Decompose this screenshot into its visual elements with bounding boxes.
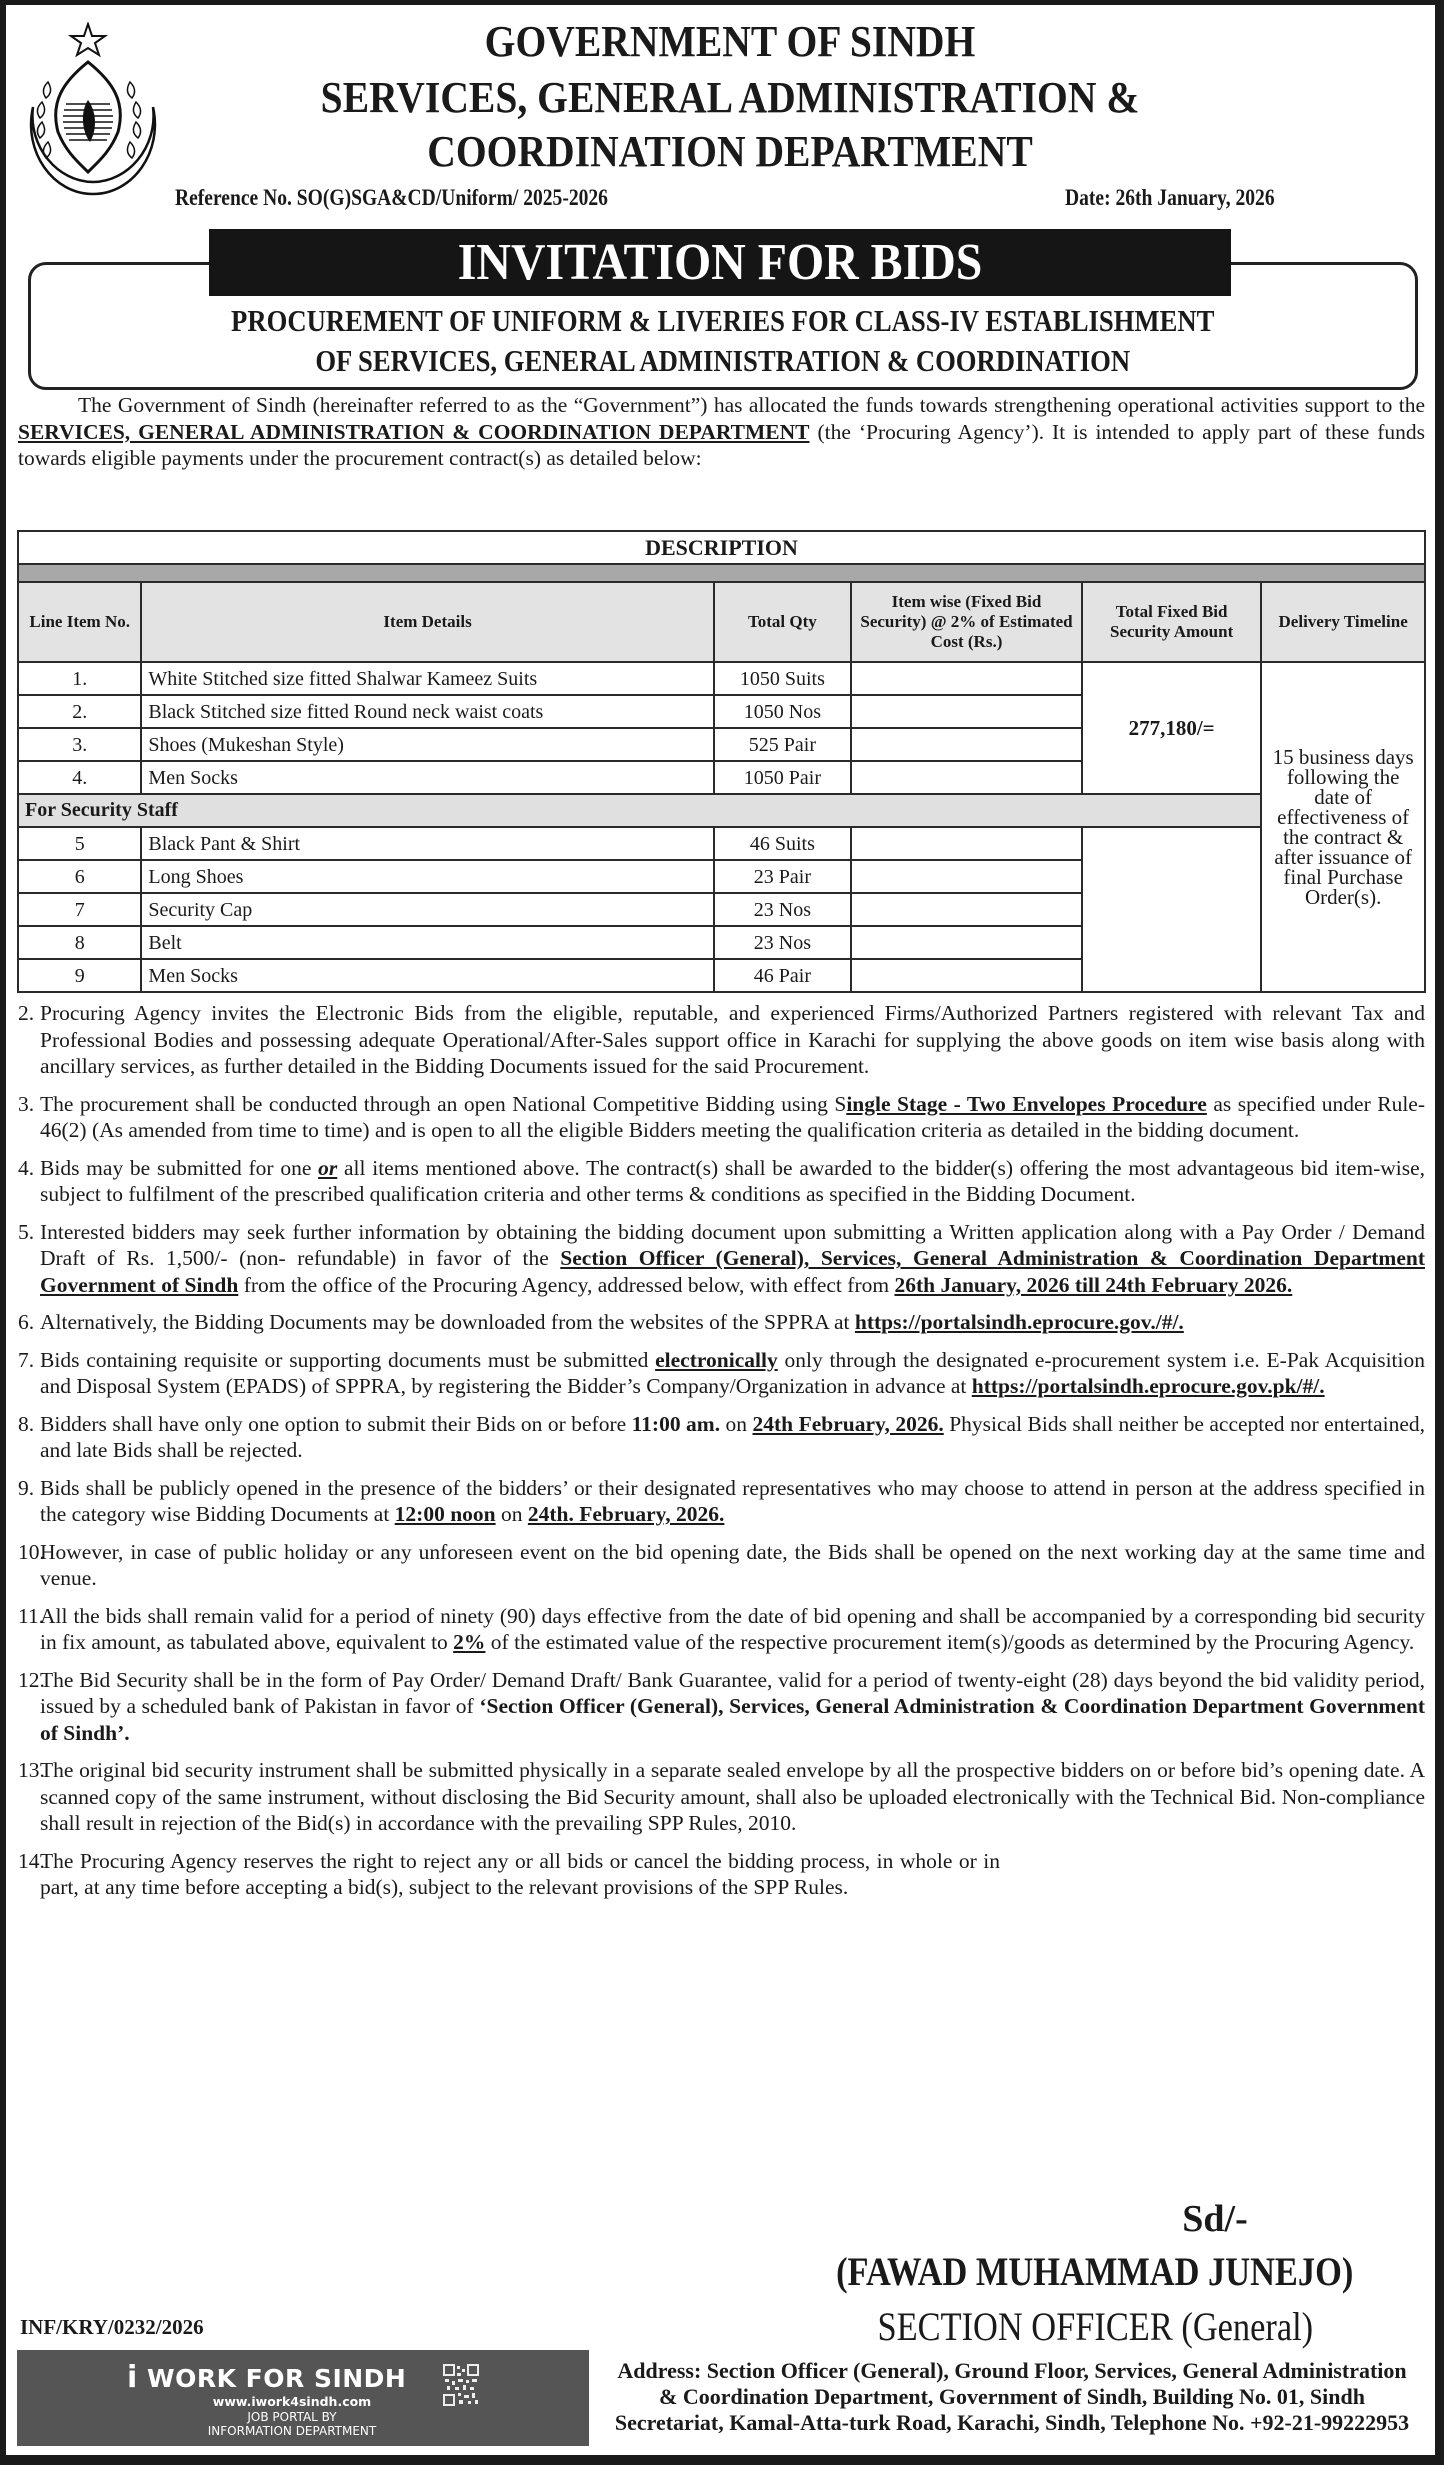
grey-band-cell [18, 564, 1425, 582]
clause-number: 5. [18, 1219, 35, 1244]
clause-number: 13. [18, 1758, 45, 1782]
clause-text: as specified under Rule-46(2) (As amended from time to time) and is open to all the eligible Bidders meeting the qualification criteria as detailed in the bidding document. [40, 1091, 1426, 1142]
iwork-for-sindh-banner [17, 2350, 589, 2446]
cell-total-security-empty [1082, 827, 1261, 992]
cell-line-no: 7 [18, 893, 141, 926]
security-staff-label: For Security Staff [18, 794, 1261, 827]
clause-text: Physical Bids shall neither be accepted nor entertained, and late Bids shall be rejected. [40, 1411, 1426, 1462]
cell-qty: 23 Pair [714, 860, 851, 893]
or-emphasis: or [318, 1155, 338, 1180]
cell-item-details: Men Socks [141, 761, 713, 794]
clause-number: 3. [18, 1091, 35, 1116]
cell-item-details: Men Socks [141, 959, 713, 992]
security-staff-section-row [18, 794, 1425, 827]
clause-number: 8. [18, 1411, 35, 1436]
bid-items-table [17, 530, 1426, 993]
notice-date: Date: 26th January, 2026 [1065, 185, 1275, 210]
clause-text: Procuring Agency invites the Electronic Bids from the eligible, reputable, and experienced Firms/Authorized Partners registered with relevant Tax and Professional Bodies and possessing adequate Operational/After-Sales support office in Karachi for supplying the above goods on item wise basis along with ancillary services, as further detailed in the Bidding Documents issued for the said Procurement. [40, 1001, 1425, 1078]
clause-10 [18, 1539, 1425, 1592]
cell-item-wise-security [851, 761, 1082, 794]
clause-text: all items mentioned above. The contract(s) shall be awarded to the bidder(s) offering the most advantageous bid item-wise, subject to fulfilment of the prescribed qualification criteria and other terms & conditions as specified in the Bidding Document. [40, 1155, 1426, 1206]
header-delivery-timeline: Delivery Timeline [1261, 582, 1425, 662]
cell-qty: 1050 Pair [714, 761, 851, 794]
cell-item-wise-security [851, 662, 1082, 695]
clause-text: from the office of the Procuring Agency, addressed below, with effect from [238, 1272, 895, 1297]
cell-line-no: 1. [18, 662, 141, 695]
portal-line2: INFORMATION DEPARTMENT [207, 2424, 377, 2438]
clause-text: on [495, 1502, 528, 1526]
header-item-wise-security: Item wise (Fixed Bid Security) @ 2% of Estimated Cost (Rs.) [851, 582, 1082, 662]
intro-paragraph [18, 392, 1425, 472]
cell-item-details: Security Cap [141, 893, 713, 926]
cell-line-no: 8 [18, 926, 141, 959]
intro-department: SERVICES, GENERAL ADMINISTRATION & COORDINATION DEPARTMENT [18, 419, 810, 444]
signatory-name [755, 2248, 1435, 2295]
clause-text: Alternatively, the Bidding Documents may be downloaded from the websites of the SPPRA at [40, 1310, 855, 1334]
cell-line-no: 4. [18, 761, 141, 794]
cell-item-details: Black Stitched size fitted Round neck waist coats [141, 695, 713, 728]
cell-item-wise-security [851, 827, 1082, 860]
cell-qty: 46 Suits [714, 827, 851, 860]
portal-line1: JOB PORTAL BY [247, 2410, 337, 2424]
clause-text: Bids shall be publicly opened in the presence of the bidders’ or their designated representatives who may choose to attend in person at the address specified in the category wise Bidding Documents at [40, 1475, 1425, 1526]
iwork-brand [127, 2360, 406, 2395]
deadline-date: 24th February, 2026. [752, 1411, 944, 1436]
eprocure-portal-link[interactable]: https://portalsindh.eprocure.gov.pk/#/. [971, 1374, 1325, 1398]
clause-14 [18, 1848, 1000, 1901]
table-grey-band [18, 564, 1425, 582]
table-header-row [18, 582, 1425, 662]
clause-text: However, in case of public holiday or any unforeseen event on the bid opening date, the Bids shall be opened on the next working day at the same time and venue. [40, 1539, 1425, 1590]
cell-line-no: 9 [18, 959, 141, 992]
reference-number: Reference No. SO(G)SGA&CD/Uniform/ 2025-2026 [175, 185, 608, 210]
cell-item-wise-security [851, 728, 1082, 761]
clause-text: All the bids shall remain valid for a period of ninety (90) days effective from the date of bid opening and shall be accompanied by a corresponding bid security in fix amount, as tabulated above, equivalent to [40, 1603, 1425, 1654]
clause-text: The Procuring Agency reserves the right to reject any or all bids or cancel the bidding process, in whole or in part, at any time before accepting a bid(s), subject to the relevant provisions of the SPP Rules. [40, 1848, 1000, 1899]
cell-qty: 1050 Nos [714, 695, 851, 728]
clause-number: 7. [18, 1347, 35, 1372]
clause-text: Bidders shall have only one option to submit their Bids on or before [40, 1411, 632, 1436]
clause-text: only through the designated e-procurement system i.e. E-Pak Acquisition and Disposal System (EPADS) of SPPRA, by registering the Bidder’s Company/Organization in advance at [40, 1347, 1425, 1398]
banner-title: INVITATION FOR BIDS [457, 234, 983, 291]
clause-text: of the estimated value of the respective procurement item(s)/goods as determined by the Procuring Agency. [485, 1630, 1415, 1654]
clause-4 [18, 1155, 1425, 1208]
clause-number: 2. [18, 1001, 35, 1025]
clause-number: 14. [18, 1848, 45, 1873]
cell-item-wise-security [851, 893, 1082, 926]
cell-qty: 46 Pair [714, 959, 851, 992]
cell-delivery-timeline: 15 business days following the date of effectiveness of the contract & after issuance of final Purchase Order(s). [1261, 662, 1425, 992]
cell-item-wise-security [851, 695, 1082, 728]
subtitle-text-1: PROCUREMENT OF UNIFORM & LIVERIES FOR CLASS-IV ESTABLISHMENT [231, 303, 1215, 338]
star-icon [71, 24, 105, 55]
header-item-details: Item Details [141, 582, 713, 662]
clause-text: The Bid Security shall be in the form of Pay Order/ Demand Draft/ Bank Guarantee, valid for a period of twenty-eight (28) days beyond the bid validity period, issued by a scheduled bank of Pakistan in favor of [40, 1667, 1425, 1718]
cell-item-details: Long Shoes [141, 860, 713, 893]
intro-text-1: The Government of Sindh (hereinafter referred to as the “Government”) has allocated the funds towards strengthening operational activities support to the [78, 393, 1425, 417]
cell-item-details: Shoes (Mukeshan Style) [141, 728, 713, 761]
clause-5 [18, 1219, 1425, 1299]
cell-line-no: 6 [18, 860, 141, 893]
clause-number: 4. [18, 1155, 35, 1180]
cell-total-security-amount: 277,180/= [1082, 662, 1261, 794]
payee-emphasis: Section Officer (General), Services, General Administration & Coordination Department Government of Sindh [40, 1246, 1425, 1297]
signatory-title [790, 2303, 1400, 2350]
header-total-security: Total Fixed Bid Security Amount [1082, 582, 1261, 662]
clause-2 [18, 1000, 1425, 1080]
date-range-emphasis: 26th January, 2026 till 24th February 2026. [894, 1272, 1293, 1297]
payee-emphasis: ‘Section Officer (General), Services, General Administration & Coordination Department Government of Sindh’. [40, 1694, 1425, 1745]
clause-number: 12. [18, 1667, 45, 1692]
office-address: Address: Section Officer (General), Ground Floor, Services, General Administration & Coordination Department, Government of Sindh, Building No. 01, Sindh Secretariat, Kamal-Atta-turk Road, Karachi, Sindh, Telephone No. +92-21-99222953 [614, 2358, 1410, 2435]
cell-line-no: 5 [18, 827, 141, 860]
cell-qty: 1050 Suits [714, 662, 851, 695]
clause-number: 6. [18, 1310, 35, 1334]
iwork-brand-text: WORK FOR SINDH [147, 2364, 407, 2393]
clause-number: 10. [18, 1539, 45, 1564]
deadline-time: 11:00 am. [631, 1411, 721, 1436]
signature-sd: Sd/- [1182, 2198, 1248, 2240]
cell-line-no: 2. [18, 695, 141, 728]
clause-9 [18, 1475, 1425, 1528]
cell-item-details: Belt [141, 926, 713, 959]
procurement-subtitle-line1 [30, 303, 1416, 339]
government-of-sindh-emblem-icon [18, 22, 168, 197]
table-row [18, 827, 1425, 860]
table-row [18, 662, 1425, 695]
percent-emphasis: 2% [453, 1630, 486, 1654]
cell-item-details: White Stitched size fitted Shalwar Kameez Suits [141, 662, 713, 695]
procedure-emphasis: ingle Stage - Two Envelopes Procedure [846, 1091, 1207, 1116]
invitation-for-bids-banner [209, 229, 1231, 296]
cell-item-wise-security [851, 926, 1082, 959]
cell-item-wise-security [851, 959, 1082, 992]
procurement-subtitle-line2 [30, 343, 1416, 379]
cell-qty: 23 Nos [714, 893, 851, 926]
iwork-website: www.iwork4sindh.com [212, 2394, 372, 2409]
cell-line-no: 3. [18, 728, 141, 761]
header-department-line2: COORDINATION DEPARTMENT [427, 127, 1033, 176]
clause-6 [18, 1309, 1425, 1336]
clause-11 [18, 1603, 1425, 1656]
sppra-portal-link[interactable]: https://portalsindh.eprocure.gov./#/. [854, 1310, 1184, 1334]
header-department-line1: SERVICES, GENERAL ADMINISTRATION & [320, 73, 1140, 122]
opening-date: 24th. February, 2026. [527, 1502, 725, 1526]
terms-list [18, 1000, 1425, 1912]
cell-qty: 23 Nos [714, 926, 851, 959]
clause-7 [18, 1347, 1425, 1400]
cell-item-details: Black Pant & Shirt [141, 827, 713, 860]
qr-code-icon [442, 2363, 480, 2407]
header-government-of-sindh: GOVERNMENT OF SINDH [484, 17, 976, 66]
clause-text: The procurement shall be conducted through an open National Competitive Bidding using S [40, 1091, 847, 1116]
opening-time: 12:00 noon [394, 1502, 496, 1526]
table-caption-row [18, 531, 1425, 564]
table-caption: DESCRIPTION [18, 531, 1425, 564]
cell-qty: 525 Pair [714, 728, 851, 761]
iwork-i-logo-icon: i [127, 2360, 138, 2395]
clause-12 [18, 1667, 1425, 1747]
clause-number: 11. [18, 1603, 45, 1628]
intro-text-2: (the ‘Procuring Agency’). It is intended to apply part of these funds towards eligible payments under the procurement contract(s) as detailed below: [18, 419, 1425, 470]
clause-text: on [720, 1411, 753, 1436]
clause-text: Bids may be submitted for one [40, 1155, 319, 1180]
header-total-qty: Total Qty [714, 582, 851, 662]
clause-13 [18, 1757, 1425, 1837]
header-line-item: Line Item No. [18, 582, 141, 662]
clause-8 [18, 1411, 1425, 1464]
clause-3 [18, 1091, 1425, 1144]
clause-text: The original bid security instrument shall be submitted physically in a separate sealed envelope by all the prospective bidders on or before bid’s opening date. A scanned copy of the same instrument, without disclosing the Bid Security amount, shall also be uploaded electronically with the Technical Bid. Non-compliance shall result in rejection of the Bid(s) in accordance with the prevailing SPP Rules, 2010. [40, 1758, 1425, 1835]
subtitle-text-2: OF SERVICES, GENERAL ADMINISTRATION & COORDINATION [315, 343, 1131, 378]
signatory-title-text: SECTION OFFICER (General) [877, 2304, 1313, 2349]
clause-text: Interested bidders may seek further information by obtaining the bidding document upon submitting a Written application along with a Pay Order / Demand Draft of Rs. 1,500/- (non- refundable) in favor of the [40, 1219, 1425, 1270]
cell-item-wise-security [851, 860, 1082, 893]
clause-number: 9. [18, 1475, 35, 1500]
job-portal-credit [167, 2410, 417, 2438]
electronically-emphasis: electronically [655, 1347, 778, 1372]
clause-text: Bids containing requisite or supporting documents must be submitted [40, 1347, 656, 1372]
signatory-name-text: (FAWAD MUHAMMAD JUNEJO) [836, 2249, 1354, 2294]
inf-reference-code: INF/KRY/0232/2026 [20, 2315, 204, 2339]
